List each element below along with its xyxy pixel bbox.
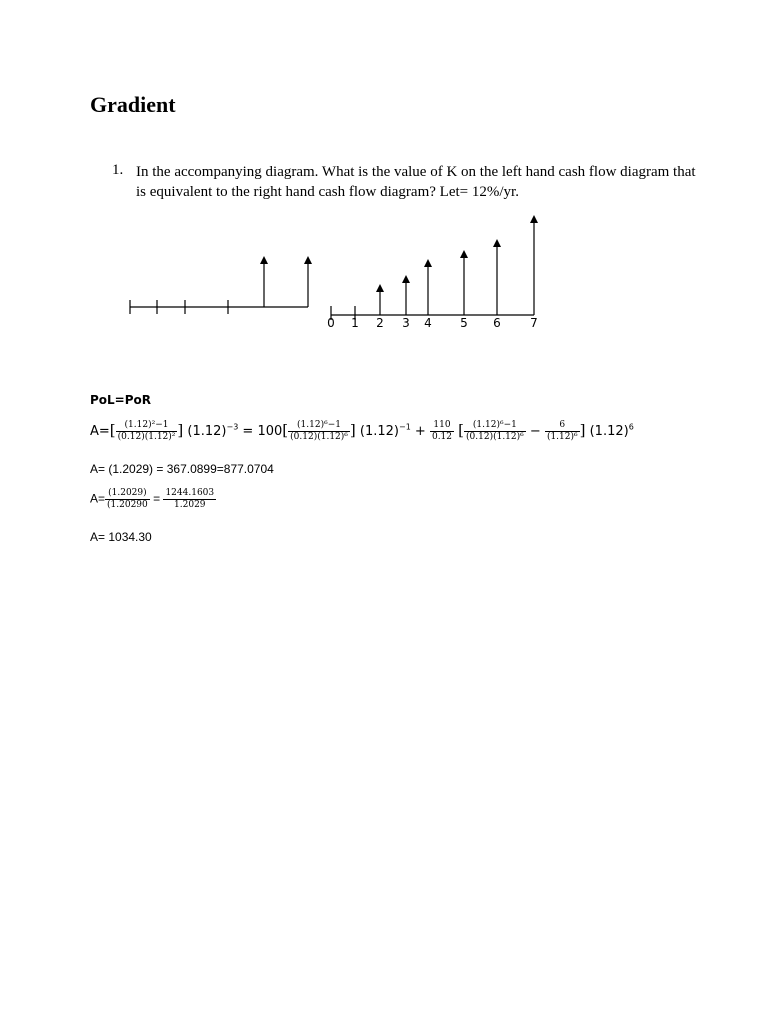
eq1-plus: +	[414, 424, 426, 439]
fraction-numerator: (1.12)⁶−1	[472, 420, 517, 430]
axis-label-1: 1	[351, 316, 359, 330]
bracket-close: ]	[177, 421, 184, 439]
eq1-term-1: (1.12)	[187, 424, 227, 439]
eq1-term-2-exponent: −1	[398, 422, 411, 432]
fraction-numerator: 110	[433, 420, 451, 430]
eq1-fraction-4	[464, 420, 526, 443]
bracket-close: ]	[349, 421, 356, 439]
axis-label-5: 5	[460, 316, 468, 330]
fraction-numerator: 6	[559, 420, 566, 430]
eq3-equals: =	[153, 491, 161, 506]
left-arrow-head	[304, 256, 312, 264]
fraction-denominator: (0.12)(1.12)⁶	[466, 432, 524, 442]
bracket-open: [	[109, 421, 116, 439]
fraction-denominator: (0.12)(1.12)²	[117, 432, 176, 442]
eq3-fraction-2	[163, 488, 216, 511]
question-text: In the accompanying diagram. What is the value of K on the left hand cash flow diagram that is equivalent to the right hand cash flow diagram? Let= 12%/yr.	[136, 164, 696, 200]
left-arrow-head	[260, 256, 268, 264]
axis-label-4: 4	[424, 316, 432, 330]
axis-label-7: 7	[530, 316, 538, 330]
eq1-fraction-1	[116, 420, 178, 443]
axis-label-6: 6	[493, 316, 501, 330]
fraction-numerator: (1.12)⁶−1	[297, 420, 341, 430]
eq1-term-3-exponent: 6	[628, 422, 634, 432]
equation-2: A= (1.2029) = 367.0899=877.0704	[90, 462, 274, 476]
fraction-denominator: (1.12)⁶	[546, 432, 578, 442]
fraction-denominator: 0.12	[431, 432, 453, 442]
question-number: 1.	[112, 162, 124, 178]
eq1-fraction-3	[430, 420, 454, 443]
right-arrow-head-2	[376, 284, 384, 292]
fraction-numerator: 1244.1603	[165, 488, 215, 498]
final-answer: A= 1034.30	[90, 530, 152, 544]
right-arrow-head-5	[460, 250, 468, 258]
equation-1	[90, 420, 634, 443]
eq1-fraction-2	[288, 420, 350, 443]
bracket-open: [	[458, 421, 465, 439]
fraction-denominator: (1.20290	[107, 500, 148, 510]
bracket-close: ]	[579, 421, 586, 439]
solution-heading: PoL=PoR	[90, 393, 152, 407]
eq3-fraction-1	[105, 488, 150, 511]
axis-label-3: 3	[402, 316, 410, 330]
fraction-denominator: (0.12)(1.12)⁶	[290, 432, 348, 442]
right-arrow-head-4	[424, 259, 432, 267]
fraction-denominator: 1.2029	[163, 499, 216, 511]
axis-label-0: 0	[327, 316, 335, 330]
page-title: Gradient	[90, 92, 176, 117]
eq1-equals: =	[242, 424, 254, 439]
axis-label-2: 2	[376, 316, 384, 330]
eq1-term-3: (1.12)	[589, 424, 629, 439]
right-arrow-head-6	[493, 239, 501, 247]
eq1-term-1-exponent: −3	[226, 422, 239, 432]
eq1-fraction-5	[545, 420, 580, 443]
right-arrow-head-3	[402, 275, 410, 283]
right-cash-flow-diagram	[327, 215, 538, 330]
fraction-numerator: (1.12)²−1	[124, 420, 169, 430]
eq1-minus: −	[529, 424, 541, 439]
fraction-numerator: (1.2029)	[108, 488, 147, 498]
cash-flow-diagram	[0, 200, 768, 340]
eq1-term-2: (1.12)	[359, 424, 399, 439]
eq1-coefficient: 100	[257, 424, 283, 439]
left-cash-flow-diagram	[130, 256, 312, 314]
right-arrow-head-7	[530, 215, 538, 223]
eq3-lhs: A=	[90, 491, 106, 506]
bracket-open: [	[282, 421, 289, 439]
equation-3	[90, 488, 216, 511]
eq1-lhs: A=	[90, 424, 110, 439]
